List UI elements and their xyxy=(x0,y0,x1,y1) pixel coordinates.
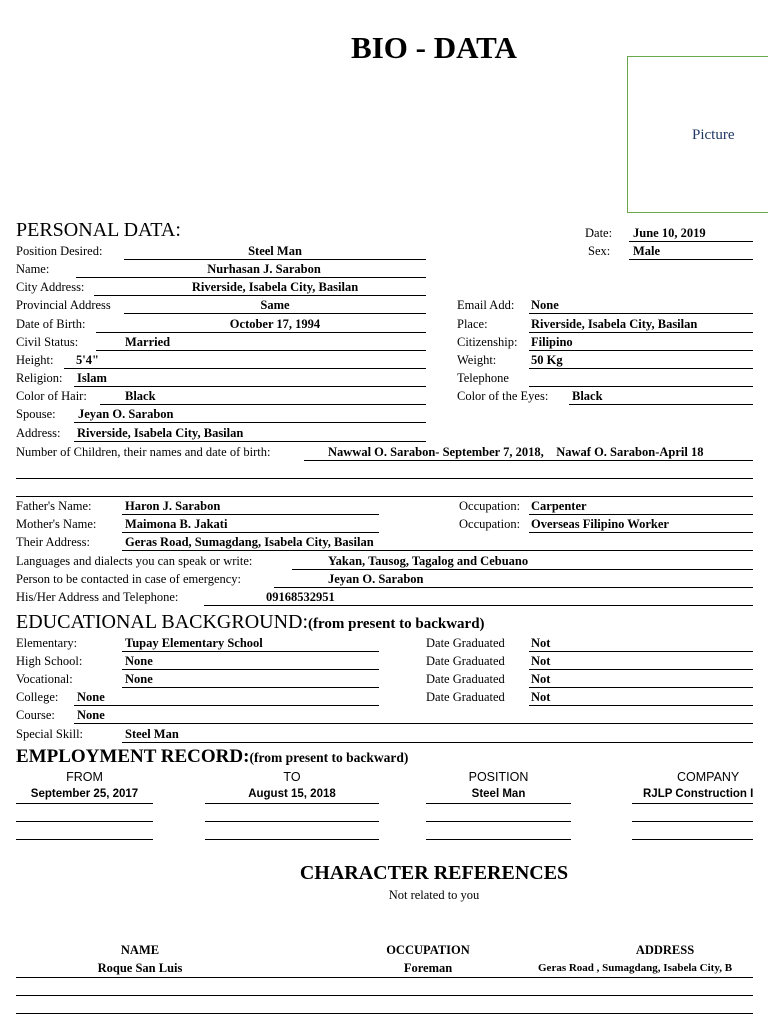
mother-value: Maimona B. Jakati xyxy=(125,517,228,531)
place-value: Riverside, Isabela City, Basilan xyxy=(531,317,698,331)
education-heading-text: EDUCATIONAL BACKGROUND: xyxy=(16,611,309,633)
father-occupation-value: Carpenter xyxy=(531,499,587,513)
religion-value: Islam xyxy=(77,371,107,385)
grad-college-value: Not xyxy=(531,690,551,704)
col-company: COMPANY xyxy=(677,770,740,784)
city-value: Riverside, Isabela City, Basilan xyxy=(191,280,359,294)
skill-label: Special Skill: xyxy=(16,727,84,741)
name-value: Nurhasan J. Sarabon xyxy=(207,262,321,276)
grad-college-label: Date Graduated xyxy=(426,690,505,704)
references-sub: Not related to you xyxy=(388,888,480,902)
city-label: City Address: xyxy=(16,280,85,294)
elementary-value: Tupay Elementary School xyxy=(125,636,263,650)
dob-value: October 17, 1994 xyxy=(229,317,321,331)
employment-company: RJLP Construction I xyxy=(643,788,754,800)
citizen-label: Citizenship: xyxy=(457,335,518,349)
position-value: Steel Man xyxy=(248,244,302,258)
children-value: Nawwal O. Sarabon- September 7, 2018, Nawaf O. Sarabon-April 18 xyxy=(328,445,704,459)
ref-col-occupation: OCCUPATION xyxy=(386,943,470,957)
email-value: None xyxy=(531,298,559,312)
grad-hs-label: Date Graduated xyxy=(426,654,505,668)
spouse-label: Spouse: xyxy=(16,407,56,421)
languages-label: Languages and dialects you can speak or write: xyxy=(16,554,253,568)
col-position: POSITION xyxy=(468,770,529,784)
civil-label: Civil Status: xyxy=(16,335,79,349)
vocational-value: None xyxy=(125,672,153,686)
personal-data-heading: PERSONAL DATA: xyxy=(16,219,181,241)
ref-name: Roque San Luis xyxy=(97,961,183,975)
sex-value: Male xyxy=(633,244,661,258)
mother-occupation-value: Overseas Filipino Worker xyxy=(531,517,669,531)
ref-col-name: NAME xyxy=(120,943,160,957)
education-heading-sub: (from present to backward) xyxy=(308,616,485,632)
course-value: None xyxy=(77,708,105,722)
ref-occupation: Foreman xyxy=(403,961,453,975)
telephone-label: Telephone xyxy=(457,371,509,385)
employment-heading-text: EMPLOYMENT RECORD: xyxy=(16,746,250,767)
email-label: Email Add: xyxy=(457,298,515,312)
father-occupation-label: Occupation: xyxy=(459,499,521,513)
languages-value: Yakan, Tausog, Tagalog and Cebuano xyxy=(328,554,529,568)
mother-label: Mother's Name: xyxy=(16,517,97,531)
date-label: Date: xyxy=(585,226,613,240)
grad-elem-label: Date Graduated xyxy=(426,636,505,650)
skill-value: Steel Man xyxy=(125,727,179,741)
employment-from: September 25, 2017 xyxy=(30,788,139,800)
ref-address: Geras Road , Sumagdang, Isabela City, B xyxy=(538,962,733,974)
highschool-value: None xyxy=(125,654,153,668)
weight-label: Weight: xyxy=(457,353,497,367)
emergency-contact-value: Jeyan O. Sarabon xyxy=(328,572,424,586)
vocational-label: Vocational: xyxy=(16,672,73,686)
elementary-label: Elementary: xyxy=(16,636,78,650)
col-from: FROM xyxy=(66,770,103,784)
employment-position: Steel Man xyxy=(471,788,526,800)
civil-value: Married xyxy=(125,335,171,349)
employment-heading-sub: (from present to backward) xyxy=(249,750,409,765)
weight-value: 50 Kg xyxy=(531,353,563,367)
hair-label: Color of Hair: xyxy=(16,389,87,403)
place-label: Place: xyxy=(457,317,488,331)
prov-value: Same xyxy=(260,298,290,312)
college-value: None xyxy=(77,690,105,704)
position-label: Position Desired: xyxy=(16,244,103,258)
grad-voc-label: Date Graduated xyxy=(426,672,505,686)
religion-label: Religion: xyxy=(16,371,63,385)
height-value: 5'4" xyxy=(76,353,99,367)
references-heading: CHARACTER REFERENCES xyxy=(299,862,569,884)
their-address-label: Their Address: xyxy=(16,535,90,549)
hair-value: Black xyxy=(125,389,156,403)
col-to: TO xyxy=(283,770,301,784)
employment-to: August 15, 2018 xyxy=(248,788,336,800)
name-label: Name: xyxy=(16,262,50,276)
address-label: Address: xyxy=(16,426,61,440)
contact-telephone-label: His/Her Address and Telephone: xyxy=(16,590,179,604)
page-title: BIO - DATA xyxy=(351,30,517,65)
height-label: Height: xyxy=(16,353,54,367)
address-value: Riverside, Isabela City, Basilan xyxy=(77,426,244,440)
dob-label: Date of Birth: xyxy=(16,317,86,331)
eyes-label: Color of the Eyes: xyxy=(457,389,549,403)
grad-hs-value: Not xyxy=(531,654,551,668)
education-heading xyxy=(16,611,485,635)
ref-col-address: ADDRESS xyxy=(635,943,695,957)
college-label: College: xyxy=(16,690,59,704)
father-label: Father's Name: xyxy=(16,499,92,513)
mother-occupation-label: Occupation: xyxy=(459,517,521,531)
course-label: Course: xyxy=(16,708,55,722)
emergency-contact-label: Person to be contacted in case of emergency: xyxy=(16,572,242,586)
contact-telephone-value: 09168532951 xyxy=(266,590,335,604)
children-label: Number of Children, their names and date of birth: xyxy=(16,445,271,459)
prov-label: Provincial Address xyxy=(16,298,111,312)
their-address-value: Geras Road, Sumagdang, Isabela City, Basilan xyxy=(125,535,374,549)
sex-label: Sex: xyxy=(588,244,611,258)
citizen-value: Filipino xyxy=(531,335,573,349)
employment-heading xyxy=(16,746,408,769)
grad-voc-value: Not xyxy=(531,672,551,686)
spouse-value: Jeyan O. Sarabon xyxy=(78,407,174,421)
highschool-label: High School: xyxy=(16,654,83,668)
date-value: June 10, 2019 xyxy=(633,226,706,240)
picture-label: Picture xyxy=(692,127,735,143)
eyes-value: Black xyxy=(572,389,603,403)
grad-elem-value: Not xyxy=(531,636,551,650)
father-value: Haron J. Sarabon xyxy=(125,499,221,513)
